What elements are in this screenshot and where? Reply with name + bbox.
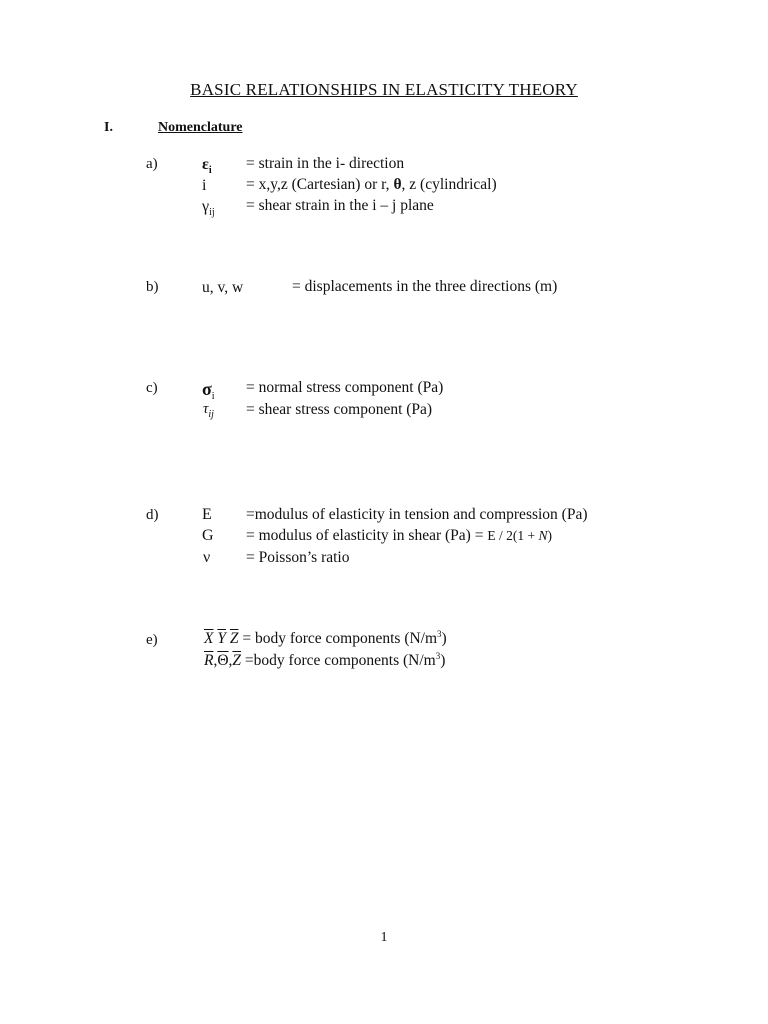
symbol-Y-bar: $\overline{Y}$ (217, 630, 226, 647)
shear-modulus-formula: E / 2(1 + N) (487, 528, 552, 543)
symbol-nu: ν (203, 549, 211, 566)
item-b-label: b) (146, 279, 159, 295)
symbol-G: G (202, 527, 214, 544)
item-c-label: c) (146, 380, 158, 396)
page-title: BASIC RELATIONSHIPS IN ELASTICITY THEORY (190, 80, 578, 99)
definition-poisson-ratio: = Poisson’s ratio (246, 549, 350, 566)
item-d-label: d) (146, 507, 159, 523)
item-a-label: a) (146, 156, 158, 172)
section-title: Nomenclature (158, 120, 243, 135)
section-number: I. (104, 120, 113, 135)
symbol-sigma: $\sigma_i$ (202, 379, 215, 402)
body-force-row-2: $\overline{R},\overline{\Theta},\overline{Z}$ =body force components $(N/m^3)$ (204, 651, 446, 669)
definition-modulus-elasticity: =modulus of elasticity in tension and compression (Pa) (246, 506, 588, 523)
definition-displacements: = displacements in the three directions (m) (292, 278, 558, 295)
symbol-Z-bar: $\overline{Z}$ (229, 630, 239, 647)
symbol-tau: $\tau_{ij}$ (203, 401, 214, 420)
symbol-X-bar: $\overline{X}$ (204, 630, 214, 647)
symbol-E: E (202, 506, 212, 523)
definition-coordinates: = x,y,z (Cartesian) or r, θ, z (cylindrical) (246, 176, 497, 193)
definition-strain: = strain in the i- direction (246, 155, 405, 172)
definition-normal-stress: = normal stress component (Pa) (246, 379, 444, 396)
symbol-i: i (202, 177, 207, 194)
symbol-Theta-bar: $\overline{\Theta}$ (217, 652, 229, 669)
definition-shear-modulus: = modulus of elasticity in shear (Pa) = E / 2(1 + N) (246, 527, 552, 544)
page-number: 1 (380, 930, 388, 945)
symbol-Z-bar-2: $\overline{Z}$ (232, 652, 242, 669)
symbol-gamma: $\gamma_{ij}$ (202, 198, 215, 218)
symbol-R-bar: $\overline{R}$ (204, 652, 214, 669)
symbol-epsilon: $\varepsilon_i$ (202, 156, 212, 176)
body-force-row-1: $\overline{X}$ $\overline{Y}$ $\overline{Z}$ = body force components $(N/m^3)$ (204, 629, 447, 647)
definition-shear-stress: = shear stress component (Pa) (246, 401, 433, 418)
symbol-displacements: u, v, w (202, 279, 244, 296)
item-e-label: e) (146, 632, 158, 648)
definition-shear-strain: = shear strain in the i – j plane (246, 197, 434, 214)
